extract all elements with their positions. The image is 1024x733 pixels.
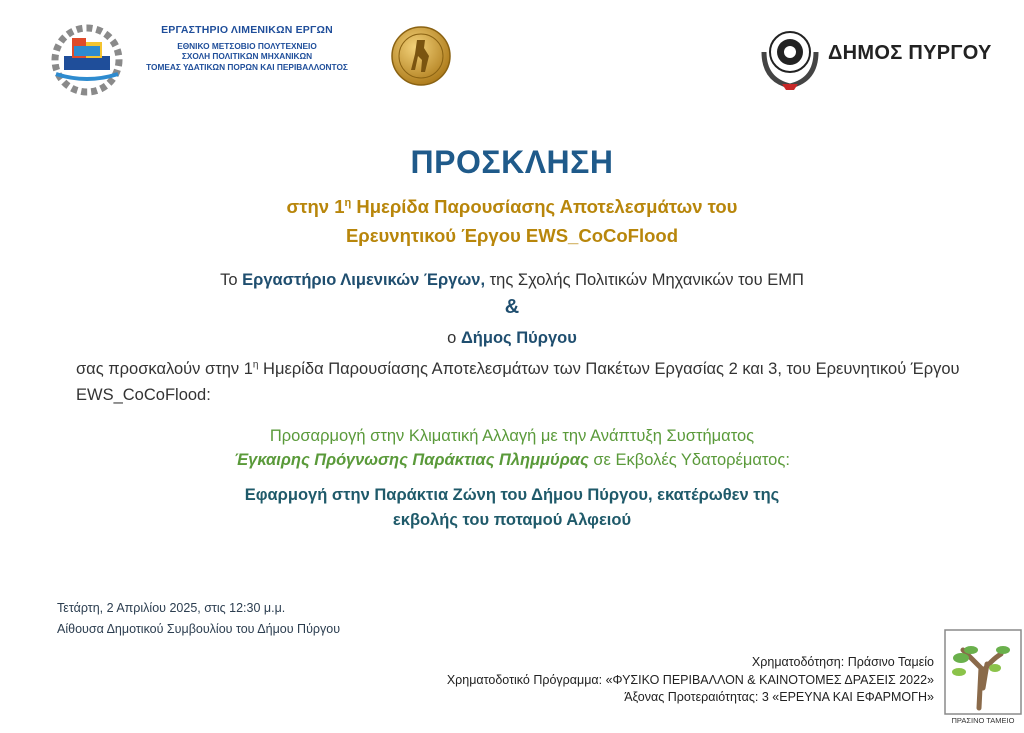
topic-application-line2: εκβολής του ποταμού Αλφειού [392,511,632,529]
p1-post: της Σχολής Πολιτικών Μηχανικών του ΕΜΠ [485,271,804,289]
body-invite-text [76,357,966,408]
lab-title: ΕΡΓΑΣΤΗΡΙΟ ΛΙΜΕΝΙΚΩΝ ΕΡΓΩΝ [161,24,333,36]
p3-post: Ημερίδα Παρουσίασης Αποτελεσμάτων των Πακέτων Εργασίας 2 και 3, του Ερευνητικού Έργου EWS_CoCoFlood: [76,360,960,404]
p1-pre: Το [220,271,243,289]
funding-axis: Άξονας Προτεραιότητας: 3 «ΕΡΕΥΝΑ ΚΑΙ ΕΦΑΡΜΟΓΗ» [624,690,934,704]
funding-block [447,654,934,707]
invitation-subtitle [0,196,1024,218]
p1-bold: Εργαστήριο Λιμενικών Έργων, [242,271,486,289]
body-line-municipality [0,329,1024,348]
body-line-lab [0,271,1024,290]
p3-pre: σας προσκαλούν στην 1 [76,360,253,378]
event-datetime: Τετάρτη, 2 Απριλίου 2025, στις 12:30 μ.μ. [57,601,286,615]
topic-italic: Έγκαιρης Πρόγνωσης Παράκτιας Πλημμύρας [234,451,589,469]
event-venue: Αίθουσα Δημοτικού Συμβουλίου του Δήμου Πύργου [57,621,341,636]
ampersand: & [504,296,520,318]
topic-application-line1: Εφαρμογή στην Παράκτια Ζώνη του Δήμου Πύργου, εκατέρωθεν της [244,486,780,504]
funding-program: Χρηματοδοτικό Πρόγραμμα: «ΦΥΣΙΚΟ ΠΕΡΙΒΑΛΛΟΝ & ΚΑΙΝΟΤΟΜΕΣ ΔΡΑΣΕΙΣ 2022» [446,672,934,687]
topic-line2-post: σε Εκβολές Υδατορέματος: [588,451,790,469]
p2-bold: Δήμος Πύργου [460,329,577,347]
funding-source: Χρηματοδότηση: Πράσινο Ταμείο [751,655,934,669]
event-details [57,598,340,639]
invitation-title: ΠΡΟΣΚΛΗΣΗ [410,144,614,180]
subtitle-post: Ημερίδα Παρουσίασης Αποτελεσμάτων του [351,196,738,217]
lab-text-block [132,24,362,72]
lab-university: ΕΘΝΙΚΟ ΜΕΤΣΟΒΙΟ ΠΟΛΥΤΕΧΝΕΙΟ [177,41,317,52]
p3-sup: η [252,359,259,371]
subtitle-sup: η [344,196,352,209]
lab-school: ΣΧΟΛΗ ΠΟΛΙΤΙΚΩΝ ΜΗΧΑΝΙΚΩΝ [181,51,313,62]
topic-line1: Προσαρμογή στην Κλιματική Αλλαγή με την Ανάπτυξη Συστήματος [269,427,755,445]
invitation-subtitle-line2: Ερευνητικού Έργου EWS_CoCoFlood [345,225,679,246]
green-fund-logo [943,628,1023,728]
municipality-emblem [756,22,824,92]
topic-line2 [0,451,1024,470]
ntua-seal [391,26,451,86]
p2-pre: ο [447,329,461,347]
green-fund-caption: ΠΡΑΣΙΝΟ ΤΑΜΕΙΟ [951,716,1015,725]
lab-department: ΤΟΜΕΑΣ ΥΔΑΤΙΚΩΝ ΠΟΡΩΝ ΚΑΙ ΠΕΡΙΒΑΛΛΟΝΤΟΣ [146,61,348,72]
municipality-name: ΔΗΜΟΣ ΠΥΡΓΟΥ [828,42,992,64]
subtitle-pre: στην 1 [286,196,345,217]
lab-logo [44,22,130,96]
